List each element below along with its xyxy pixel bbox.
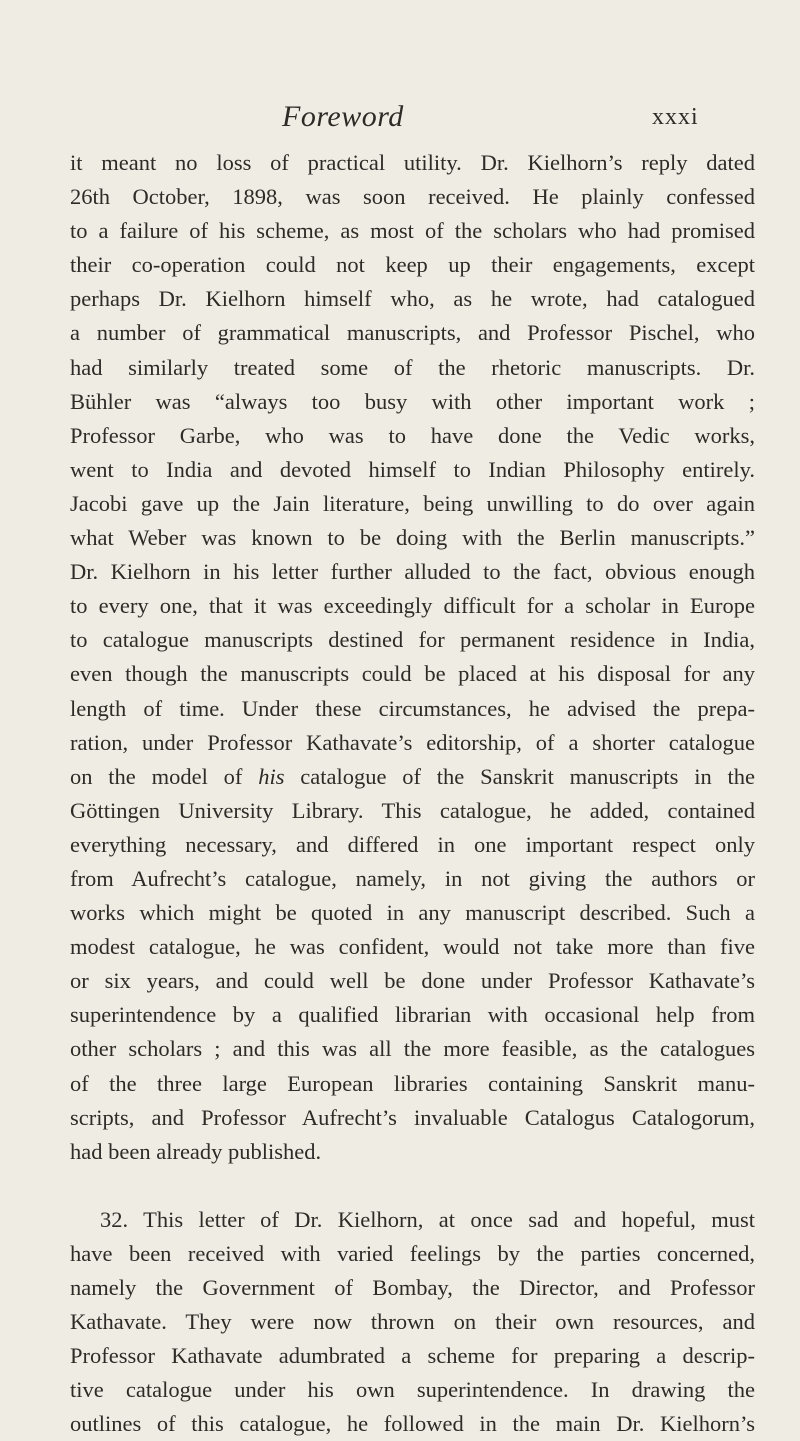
text-line: scripts, and Professor Aufrecht’s invaluable Catalogus Catalogorum, bbox=[70, 1104, 755, 1130]
text-line: other scholars ; and this was all the more feasible, as the catalogues bbox=[70, 1036, 755, 1062]
paragraph-gap bbox=[70, 1169, 755, 1203]
text-line: or six years, and could well be done under Professor Kathavate’s bbox=[70, 968, 755, 994]
text-line: 26th October, 1898, was soon received. He plainly confessed bbox=[70, 184, 755, 210]
text-line: to catalogue manuscripts destined for permanent residence in India, bbox=[70, 627, 755, 653]
text-line: from Aufrecht’s catalogue, namely, in not giving the authors or bbox=[70, 865, 755, 891]
text-line: outlines of this catalogue, he followed in the main Dr. Kielhorn’s bbox=[70, 1411, 755, 1437]
text-line: it meant no loss of practical utility. Dr. Kielhorn’s reply dated bbox=[70, 150, 755, 175]
text-line: works which might be quoted in any manuscript described. Such a bbox=[70, 900, 755, 926]
text-line: had been already published. bbox=[70, 1138, 322, 1164]
text-line: everything necessary, and differed in one important respect only bbox=[70, 831, 755, 857]
running-header bbox=[0, 100, 800, 140]
text-line: on the model of his catalogue of the Sanskrit manuscripts in the bbox=[70, 763, 755, 789]
text-line: Dr. Kielhorn in his letter further alluded to the fact, obvious enough bbox=[70, 559, 755, 585]
text-line: had similarly treated some of the rhetoric manuscripts. Dr. bbox=[70, 354, 755, 380]
text-line: ration, under Professor Kathavate’s editorship, of a shorter catalogue bbox=[70, 729, 755, 755]
text-line: tive catalogue under his own superintendence. In drawing the bbox=[70, 1377, 755, 1403]
text-line: have been received with varied feelings by the parties concerned, bbox=[70, 1240, 755, 1266]
text-line: Kathavate. They were now thrown on their own resources, and bbox=[70, 1309, 755, 1335]
text-line: perhaps Dr. Kielhorn himself who, as he wrote, had catalogued bbox=[70, 286, 755, 312]
text-line: Professor Kathavate adumbrated a scheme for preparing a descrip- bbox=[70, 1343, 755, 1369]
text-line: 32. This letter of Dr. Kielhorn, at once sad and hopeful, must bbox=[100, 1206, 755, 1232]
text-line: superintendence by a qualified librarian with occasional help from bbox=[70, 1002, 755, 1028]
text-line: a number of grammatical manuscripts, and Professor Pischel, who bbox=[70, 320, 755, 346]
text-line: modest catalogue, he was confident, would not take more than five bbox=[70, 934, 755, 960]
text-line: even though the manuscripts could be placed at his disposal for any bbox=[70, 661, 755, 687]
paragraph bbox=[70, 1203, 755, 1441]
body-text bbox=[70, 146, 755, 1441]
text-line: length of time. Under these circumstances, he advised the prepa- bbox=[70, 695, 755, 721]
text-line: Göttingen University Library. This catalogue, he added, contained bbox=[70, 797, 755, 823]
text-line: their co-operation could not keep up their engagements, except bbox=[70, 252, 755, 278]
text-line: what Weber was known to be doing with the Berlin manuscripts.” bbox=[70, 525, 755, 551]
text-line: to every one, that it was exceedingly difficult for a scholar in Europe bbox=[70, 593, 755, 619]
text-line: Jacobi gave up the Jain literature, being unwilling to do over again bbox=[70, 490, 755, 516]
running-title: Foreword bbox=[282, 100, 404, 133]
text-line: namely the Government of Bombay, the Director, and Professor bbox=[70, 1275, 755, 1300]
paragraph bbox=[70, 146, 755, 1169]
text-line: to a failure of his scheme, as most of the scholars who had promised bbox=[70, 218, 755, 244]
text-line: of the three large European libraries containing Sanskrit manu- bbox=[70, 1070, 755, 1096]
page-number: xxxi bbox=[652, 104, 699, 130]
text-line: Bühler was “always too busy with other important work ; bbox=[70, 388, 755, 414]
text-line: went to India and devoted himself to Indian Philosophy entirely. bbox=[70, 456, 755, 482]
text-line: Professor Garbe, who was to have done the Vedic works, bbox=[70, 422, 755, 448]
